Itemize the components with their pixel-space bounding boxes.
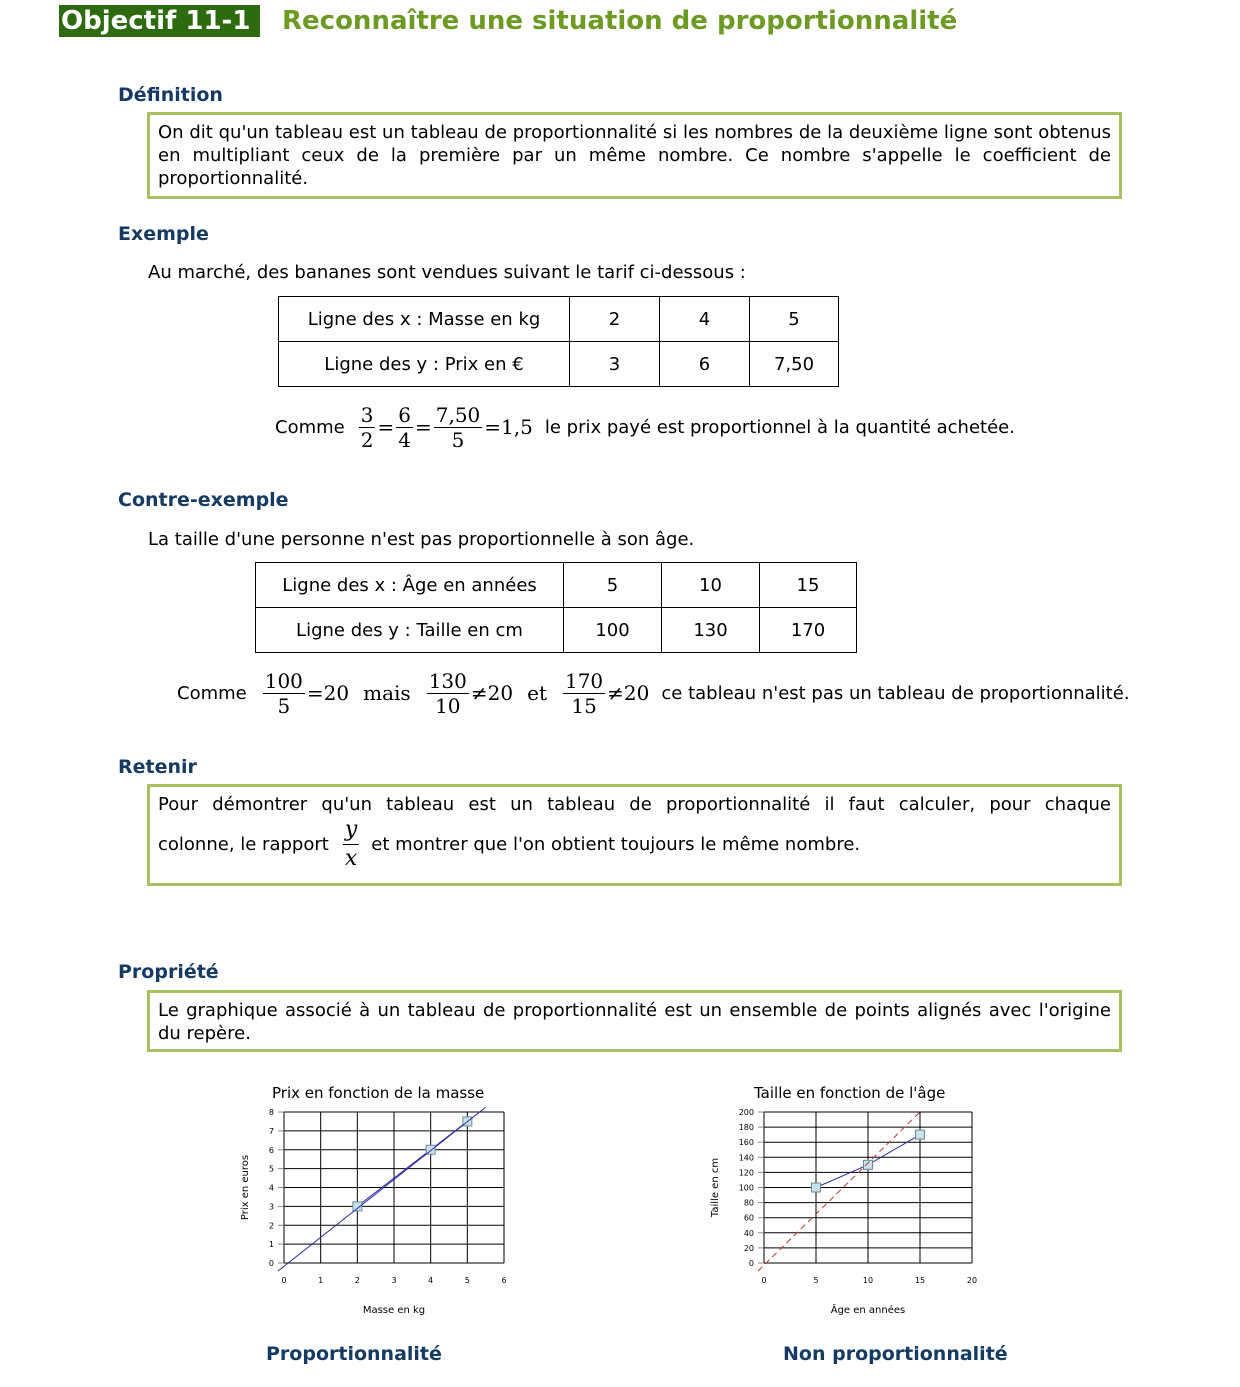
table-row	[256, 608, 857, 653]
ratio-result: =1,5	[484, 415, 533, 439]
chart-non-proportional	[700, 1104, 990, 1324]
page-title: Reconnaître une situation de proportionnalité	[282, 6, 958, 36]
trend-line	[278, 1107, 486, 1271]
row-label: Ligne des y : Taille en cm	[256, 608, 564, 653]
retain-line-2	[158, 818, 1111, 871]
row-label: Ligne des y : Prix en €	[279, 342, 570, 387]
fraction-numerator: y	[343, 818, 359, 845]
counter-example-heading: Contre-exemple	[118, 489, 289, 511]
y-tick-label: 200	[738, 1108, 754, 1117]
table-cell: 3	[570, 342, 660, 387]
chart-proportional	[230, 1104, 520, 1324]
x-tick-label: 0	[761, 1276, 767, 1285]
ratio-result: =20	[306, 681, 350, 705]
definition-heading: Définition	[118, 84, 223, 106]
chart-1-caption: Proportionnalité	[266, 1343, 442, 1365]
property-text: Le graphique associé à un tableau de proportionnalité est un ensemble de points alignés avec l'origine du repère.	[158, 1000, 1111, 1044]
y-axis-label: Prix en euros	[240, 1154, 251, 1221]
definition-text: On dit qu'un tableau est un tableau de proportionnalité si les nombres de la deuxième ligne sont obtenus en multipliant ceux de la première par un même nombre. Ce nombre s'appelle le coefficient de proportionnalité.	[158, 122, 1111, 189]
table-cell: 170	[760, 608, 857, 653]
fraction	[434, 402, 483, 452]
chart-2-caption: Non proportionnalité	[783, 1343, 1008, 1365]
ratio-result: ≠20	[607, 681, 650, 705]
fraction-denominator: 15	[571, 693, 597, 718]
conclusion-lead: Comme	[275, 416, 345, 438]
x-tick-label: 0	[281, 1276, 287, 1285]
y-tick-label: 40	[743, 1228, 754, 1238]
x-tick-label: 5	[813, 1276, 819, 1285]
table-cell: 7,50	[750, 342, 839, 387]
fraction-denominator: x	[344, 846, 358, 871]
example-conclusion	[275, 400, 1015, 454]
table-cell: 15	[760, 563, 857, 608]
ratio-result: ≠20	[470, 681, 514, 705]
y-tick-label: 4	[268, 1183, 274, 1193]
table-cell: 5	[564, 563, 662, 608]
fraction	[427, 668, 469, 718]
fraction-denominator: 2	[360, 427, 374, 452]
example-heading: Exemple	[118, 223, 209, 245]
y-tick-label: 20	[743, 1243, 754, 1253]
fraction-numerator: 3	[360, 402, 374, 427]
y-tick-label: 60	[743, 1213, 754, 1223]
x-tick-label: 6	[501, 1276, 507, 1285]
data-point	[864, 1160, 873, 1169]
equals-sign: =	[377, 415, 395, 439]
proportional-reference-line	[758, 1112, 920, 1271]
ratio-fraction	[343, 818, 359, 871]
x-axis-label: Âge en années	[830, 1305, 906, 1316]
data-point	[916, 1130, 925, 1139]
retain-pre: colonne, le rapport	[158, 834, 329, 855]
property-box	[147, 990, 1122, 1052]
row-label: Ligne des x : Âge en années	[256, 563, 564, 608]
table-cell: 10	[662, 563, 760, 608]
fraction	[359, 402, 376, 452]
x-tick-label: 15	[914, 1276, 926, 1285]
retain-post: et montrer que l'on obtient toujours le même nombre.	[371, 834, 861, 855]
fraction-numerator: 7,50	[435, 402, 481, 427]
y-tick-label: 140	[738, 1153, 754, 1163]
chart-2-title: Taille en fonction de l'âge	[754, 1084, 946, 1102]
y-tick-label: 7	[268, 1126, 274, 1136]
x-tick-label: 10	[862, 1276, 874, 1285]
fraction	[396, 402, 413, 452]
y-tick-label: 0	[268, 1259, 274, 1268]
x-tick-label: 1	[318, 1276, 324, 1285]
conclusion-lead: Comme	[177, 682, 247, 704]
definition-box	[147, 112, 1122, 199]
connector-word: mais	[363, 681, 411, 705]
fraction-denominator: 5	[277, 693, 291, 718]
table-cell: 130	[662, 608, 760, 653]
y-tick-label: 80	[743, 1198, 754, 1208]
table-row	[256, 563, 857, 608]
counter-example-conclusion	[177, 666, 1130, 720]
y-tick-label: 0	[748, 1259, 754, 1268]
y-axis-label: Taille en cm	[710, 1157, 721, 1218]
x-tick-label: 2	[354, 1276, 360, 1285]
example-table	[278, 296, 839, 387]
y-tick-label: 6	[268, 1145, 274, 1155]
fraction-denominator: 5	[451, 427, 465, 452]
fraction	[263, 668, 305, 718]
counter-example-table	[255, 562, 857, 653]
x-tick-label: 5	[464, 1276, 470, 1285]
table-cell: 2	[570, 297, 660, 342]
table-cell: 6	[660, 342, 750, 387]
table-row	[279, 297, 839, 342]
connector-word: et	[527, 681, 547, 705]
data-point	[812, 1183, 821, 1192]
y-tick-label: 2	[268, 1221, 274, 1231]
table-cell: 5	[750, 297, 839, 342]
fraction-denominator: 4	[398, 427, 411, 452]
fraction-numerator: 6	[398, 402, 411, 427]
x-tick-label: 4	[428, 1276, 434, 1285]
conclusion-tail: le prix payé est proportionnel à la quantité achetée.	[544, 416, 1015, 438]
fraction-denominator: 10	[435, 693, 461, 718]
y-tick-label: 180	[738, 1123, 754, 1133]
fraction	[563, 668, 605, 718]
x-tick-label: 3	[391, 1276, 397, 1285]
y-tick-label: 1	[268, 1240, 274, 1250]
table-cell: 100	[564, 608, 662, 653]
table-cell: 4	[660, 297, 750, 342]
y-tick-label: 160	[738, 1138, 754, 1148]
retain-heading: Retenir	[118, 756, 197, 778]
y-tick-label: 120	[738, 1168, 754, 1178]
example-intro: Au marché, des bananes sont vendues suivant le tarif ci-dessous :	[148, 262, 746, 283]
chart-1-title: Prix en fonction de la masse	[272, 1084, 485, 1102]
property-heading: Propriété	[118, 961, 219, 983]
retain-box	[147, 784, 1122, 886]
y-tick-label: 100	[738, 1183, 754, 1193]
fraction-numerator: 100	[264, 668, 303, 693]
conclusion-tail: ce tableau n'est pas un tableau de proportionnalité.	[661, 682, 1130, 704]
y-tick-label: 5	[268, 1164, 274, 1174]
y-tick-label: 3	[268, 1202, 274, 1212]
counter-example-intro: La taille d'une personne n'est pas proportionnelle à son âge.	[148, 529, 695, 550]
fraction-numerator: 130	[428, 668, 467, 693]
table-row	[279, 342, 839, 387]
row-label: Ligne des x : Masse en kg	[279, 297, 570, 342]
x-tick-label: 20	[966, 1276, 978, 1285]
y-tick-label: 8	[268, 1108, 274, 1117]
equals-sign: =	[414, 415, 432, 439]
fraction-numerator: 170	[564, 668, 604, 693]
objective-badge: Objectif 11-1	[59, 5, 260, 37]
x-axis-label: Masse en kg	[362, 1305, 426, 1316]
retain-line-1: Pour démontrer qu'un tableau est un tableau de proportionnalité il faut calculer, pour chaque	[158, 794, 1111, 815]
